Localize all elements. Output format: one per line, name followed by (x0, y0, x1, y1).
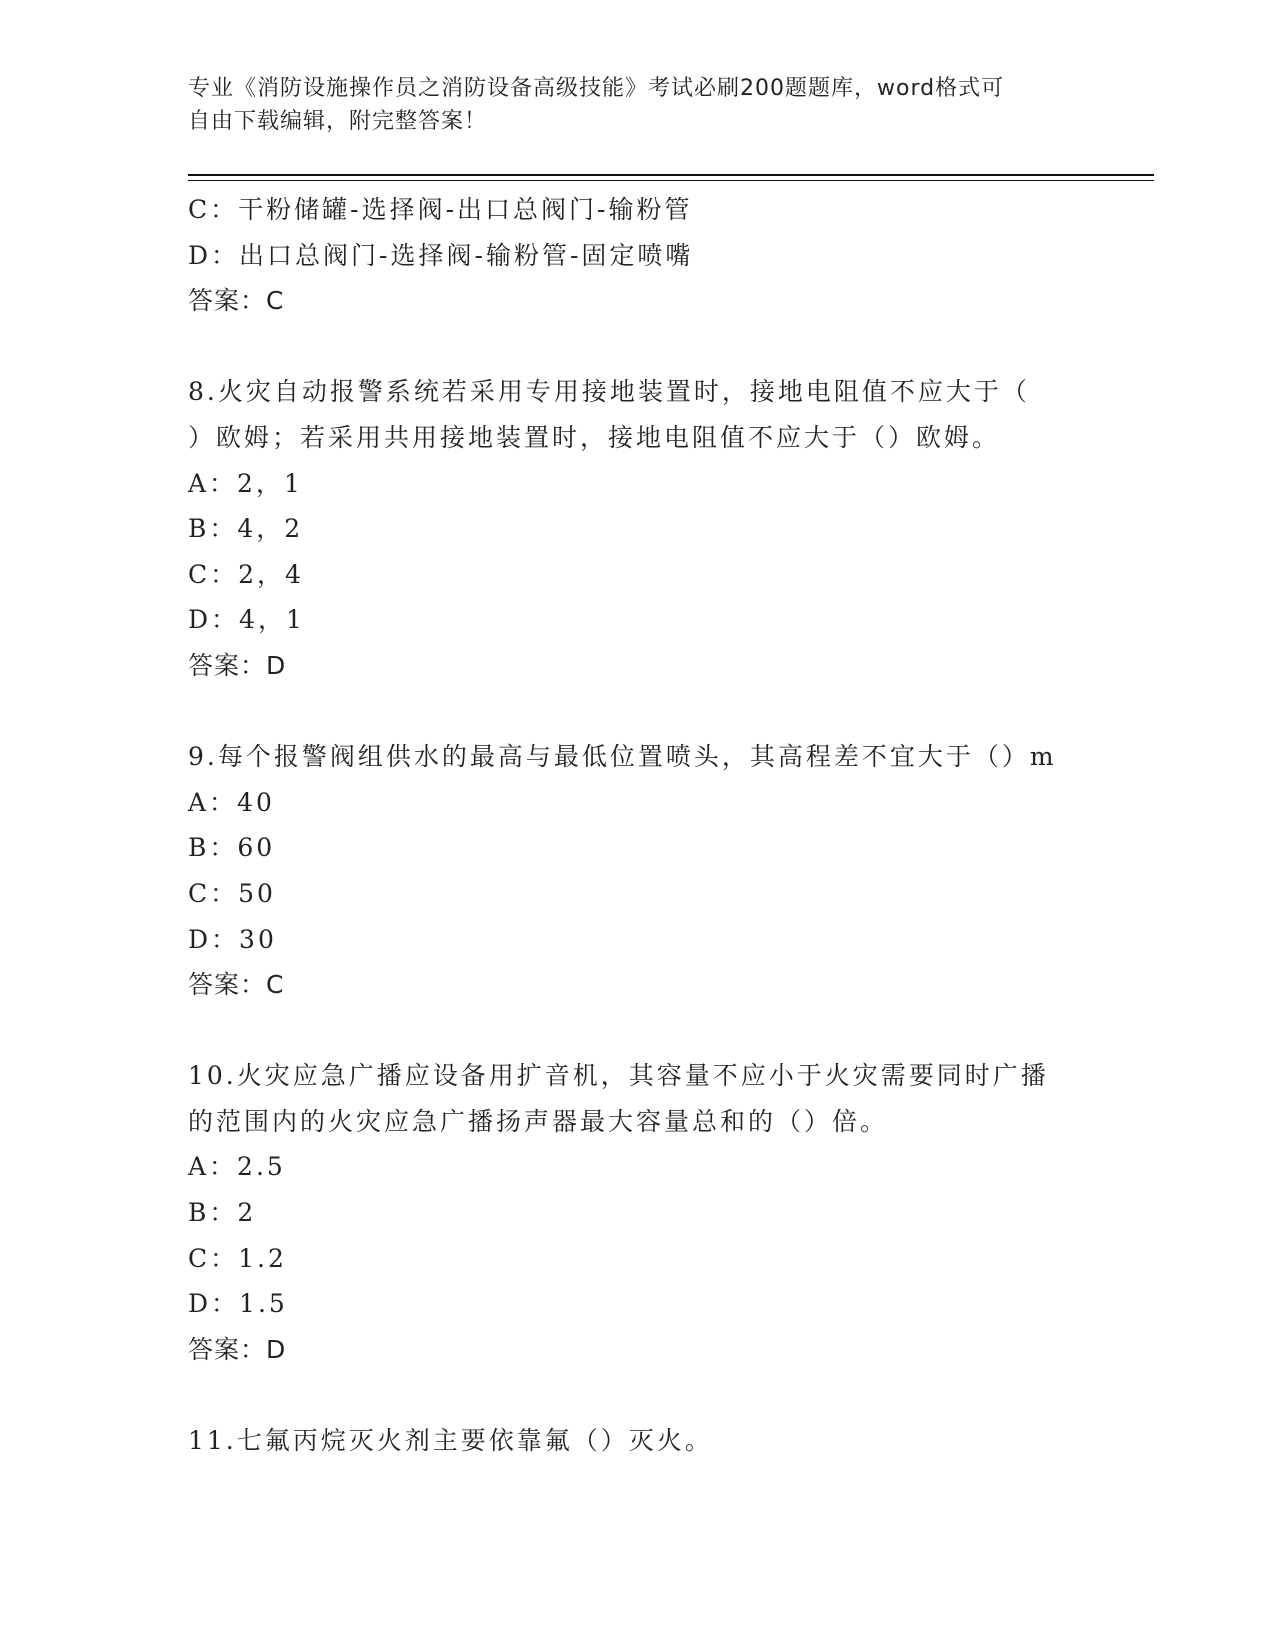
question-block-11 (188, 1418, 1088, 1464)
question-list (188, 187, 1088, 1464)
document-header (188, 72, 1068, 138)
option-a: A：2.5 (188, 1152, 286, 1182)
option-c: C：干粉储罐-选择阀-出口总阀门-输粉管 (188, 195, 693, 224)
option-b: B：60 (188, 833, 276, 863)
question-block-9 (188, 734, 1088, 1008)
question-text-line-2: ）欧姆；若采用共用接地装置时，接地电阻值不应大于（）欧姆。 (188, 422, 1001, 452)
option-a: A：2，1 (188, 468, 303, 498)
option-d: D：出口总阀门-选择阀-输粉管-固定喷嘴 (188, 240, 694, 270)
option-c: C：1.2 (188, 1243, 287, 1273)
header-line-1: 专业《消防设施操作员之消防设备高级技能》考试必刷200题题库，word格式可 (188, 76, 1005, 101)
header-divider-thin (188, 180, 1154, 181)
question-block-8 (188, 369, 1088, 688)
answer-line: 答案：D (188, 650, 287, 680)
header-line-2: 自由下载编辑，附完整答案！ (188, 109, 488, 134)
option-d: D：30 (188, 924, 277, 954)
spacer (188, 689, 1088, 735)
question-block-10 (188, 1053, 1088, 1372)
spacer (188, 1008, 1088, 1054)
question-text-line-1: 8.火灾自动报警系统若采用专用接地装置时，接地电阻值不应大于（ (188, 377, 1030, 407)
header-divider-thick (188, 174, 1154, 176)
answer-line: 答案：C (188, 286, 285, 316)
question-text-line-1: 11.七氟丙烷灭火剂主要依靠氟（）灭火。 (188, 1426, 713, 1456)
option-c: C：50 (188, 878, 276, 908)
option-b: B：2 (188, 1198, 257, 1228)
option-c: C：2，4 (188, 559, 304, 589)
option-d: D：4，1 (188, 605, 305, 635)
question-text-line-1: 10.火灾应急广播应设备用扩音机，其容量不应小于火灾需要同时广播 (188, 1061, 1049, 1091)
question-text-line-1: 9.每个报警阀组供水的最高与最低位置喷头，其高程差不宜大于（）m (188, 742, 1057, 772)
option-a: A：40 (188, 787, 275, 817)
spacer (188, 324, 1088, 370)
answer-line: 答案：D (188, 1334, 287, 1364)
question-text-line-2: 的范围内的火灾应急广播扬声器最大容量总和的（）倍。 (188, 1106, 889, 1136)
option-d: D：1.5 (188, 1289, 288, 1319)
question-block-previous (188, 187, 1088, 324)
answer-line: 答案：C (188, 970, 285, 1000)
spacer (188, 1372, 1088, 1418)
option-b: B：4，2 (188, 514, 304, 544)
